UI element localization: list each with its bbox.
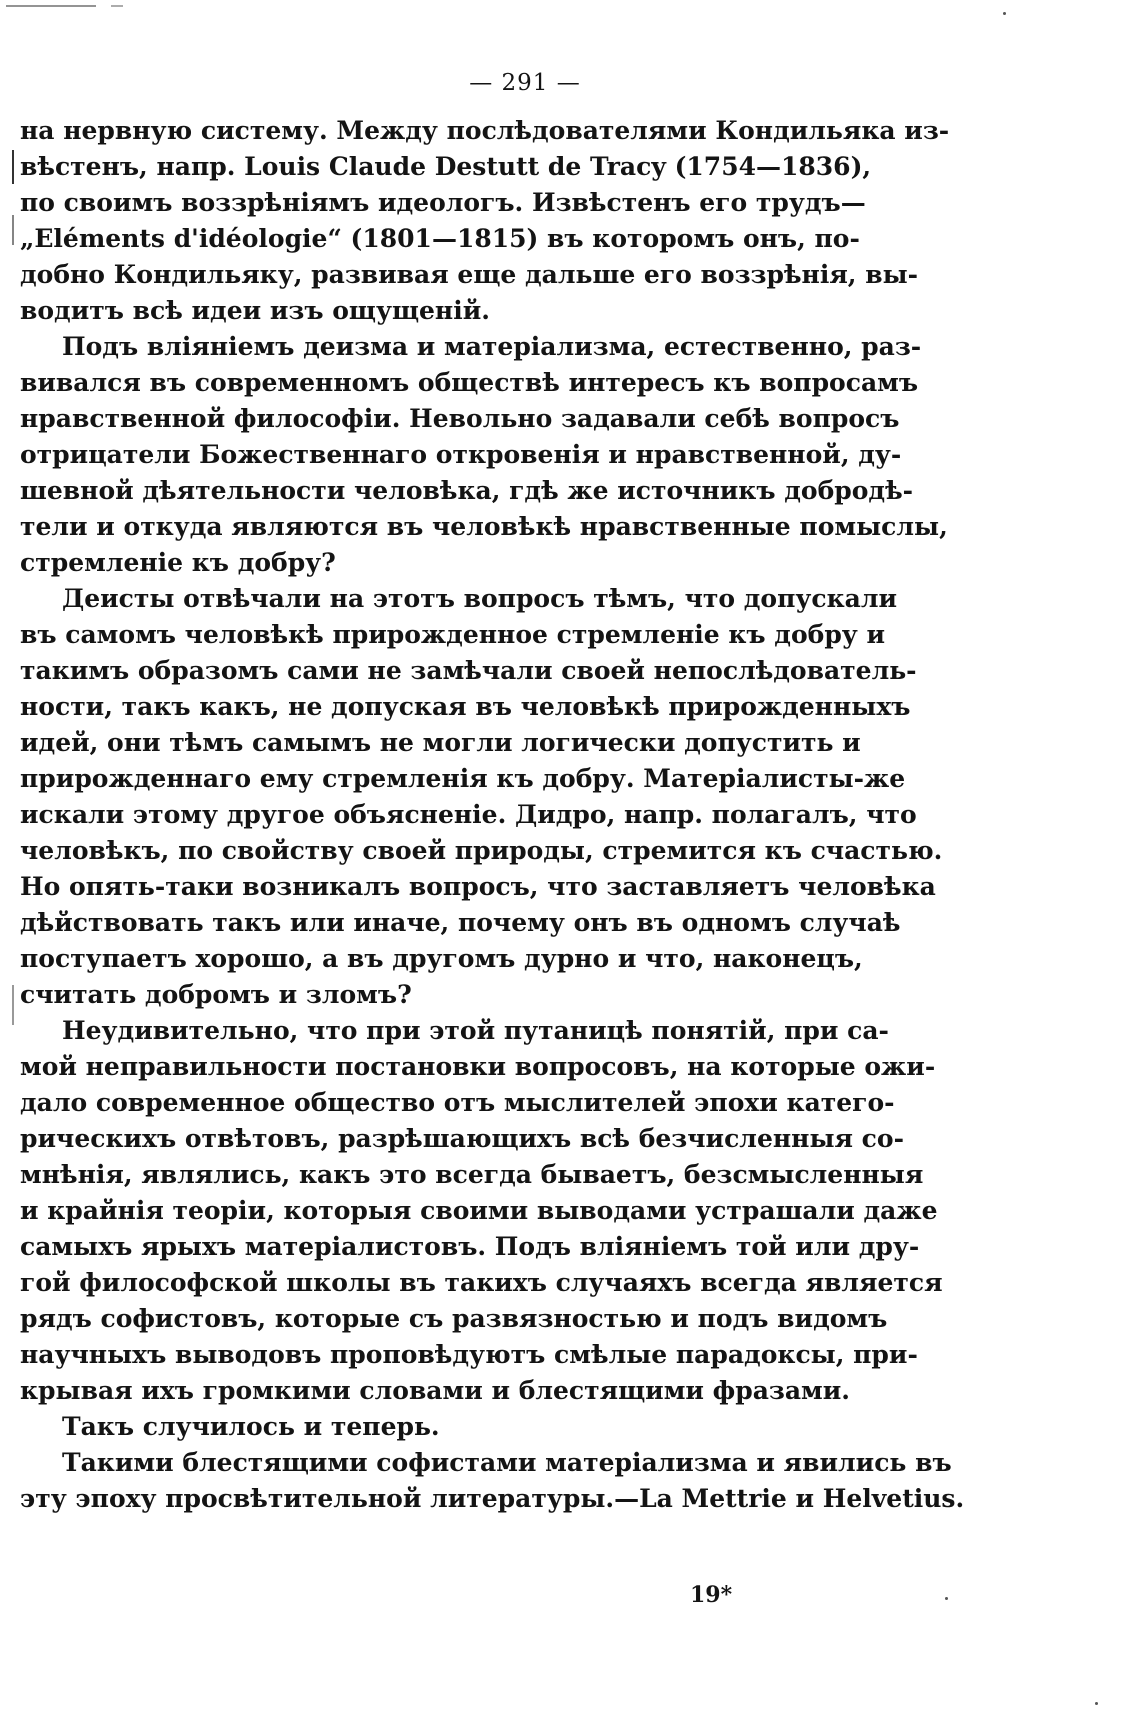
text-line: Но опять-таки возникалъ вопросъ, что заставляетъ человѣка <box>20 872 936 901</box>
paragraph-start-line: Такими блестящими софистами матеріализма и явились въ <box>62 1448 952 1477</box>
text-line: по своимъ воззрѣніямъ идеологъ. Извѣстенъ его трудъ— <box>20 188 866 217</box>
paragraph-start-line: Деисты отвѣчали на этотъ вопросъ тѣмъ, что допускали <box>62 584 898 613</box>
scan-artifact-line <box>6 5 156 7</box>
text-line: стремленіе къ добру? <box>20 548 336 577</box>
text-line: добно Кондильяку, развивая еще дальше его воззрѣнія, вы- <box>20 260 919 289</box>
text-line: искали этому другое объясненіе. Дидро, напр. полагалъ, что <box>20 800 917 829</box>
text-line: отрицатели Божественнаго откровенія и нравственной, ду- <box>20 440 902 469</box>
page-number: — 291 — <box>469 70 581 96</box>
text-line: крывая ихъ громкими словами и блестящими фразами. <box>20 1376 851 1405</box>
text-line: нравственной философіи. Невольно задавали себѣ вопросъ <box>20 404 900 433</box>
paragraph-start-line: Такъ случилось и теперь. <box>62 1412 440 1441</box>
text-line: въ самомъ человѣкѣ прирожденное стремленіе къ добру и <box>20 620 886 649</box>
paragraph-start-line: Неудивительно, что при этой путаницѣ понятій, при са- <box>62 1016 889 1045</box>
text-line: мой неправильности постановки вопросовъ, на которые ожи- <box>20 1052 936 1081</box>
text-line: ности, такъ какъ, не допуская въ человѣкѣ прирожденныхъ <box>20 692 911 721</box>
dust-speck <box>1003 12 1006 15</box>
text-line: водитъ всѣ идеи изъ ощущеній. <box>20 296 490 325</box>
text-line: считать добромъ и зломъ? <box>20 980 412 1009</box>
margin-artifact <box>12 215 14 245</box>
text-line: вивался въ современномъ обществѣ интересъ къ вопросамъ <box>20 368 919 397</box>
text-line: мнѣнія, являлись, какъ это всегда бываетъ, безсмысленныя <box>20 1160 924 1189</box>
text-line: такимъ образомъ сами не замѣчали своей непослѣдователь- <box>20 656 917 685</box>
text-line: дало современное общество отъ мыслителей эпохи катего- <box>20 1088 895 1117</box>
page-body-text <box>20 113 965 1517</box>
margin-artifact <box>12 150 14 184</box>
text-line: самыхъ ярыхъ матеріалистовъ. Подъ вліяніемъ той или дру- <box>20 1232 920 1261</box>
text-line: „Eléments d'idéologie“ (1801—1815) въ которомъ онъ, по- <box>20 224 860 253</box>
text-line: человѣкъ, по свойству своей природы, стремится къ счастью. <box>20 836 943 865</box>
text-line: рядъ софистовъ, которые съ развязностью и подъ видомъ <box>20 1304 888 1333</box>
text-line: эту эпоху просвѣтительной литературы.—La Mettrie и Helvetius. <box>20 1484 965 1513</box>
text-line: и крайнія теоріи, которыя своими выводами устрашали даже <box>20 1196 938 1225</box>
text-line: гой философской школы въ такихъ случаяхъ всегда является <box>20 1268 943 1297</box>
margin-artifact <box>12 985 14 1025</box>
dust-speck <box>1095 1702 1098 1705</box>
text-line: научныхъ выводовъ проповѣдуютъ смѣлые парадоксы, при- <box>20 1340 918 1369</box>
text-line: вѣстенъ, напр. Louis Claude Destutt de Tracy (1754—1836), <box>20 152 872 181</box>
text-line: прирожденнаго ему стремленія къ добру. Матеріалисты-же <box>20 764 906 793</box>
text-line: шевной дѣятельности человѣка, гдѣ же источникъ добродѣ- <box>20 476 914 505</box>
text-line: поступаетъ хорошо, а въ другомъ дурно и что, наконецъ, <box>20 944 863 973</box>
text-line: на нервную систему. Между послѣдователями Кондильяка из- <box>20 116 950 145</box>
text-line: тели и откуда являются въ человѣкѣ нравственные помыслы, <box>20 512 948 541</box>
text-line: идей, они тѣмъ самымъ не могли логически допустить и <box>20 728 861 757</box>
paragraph-start-line: Подъ вліяніемъ деизма и матеріализма, естественно, раз- <box>62 332 922 361</box>
signature-mark: 19* <box>690 1582 733 1608</box>
text-line: дѣйствовать такъ или иначе, почему онъ въ одномъ случаѣ <box>20 908 901 937</box>
text-line: рическихъ отвѣтовъ, разрѣшающихъ всѣ безчисленныя со- <box>20 1124 904 1153</box>
dust-speck <box>945 1597 948 1600</box>
